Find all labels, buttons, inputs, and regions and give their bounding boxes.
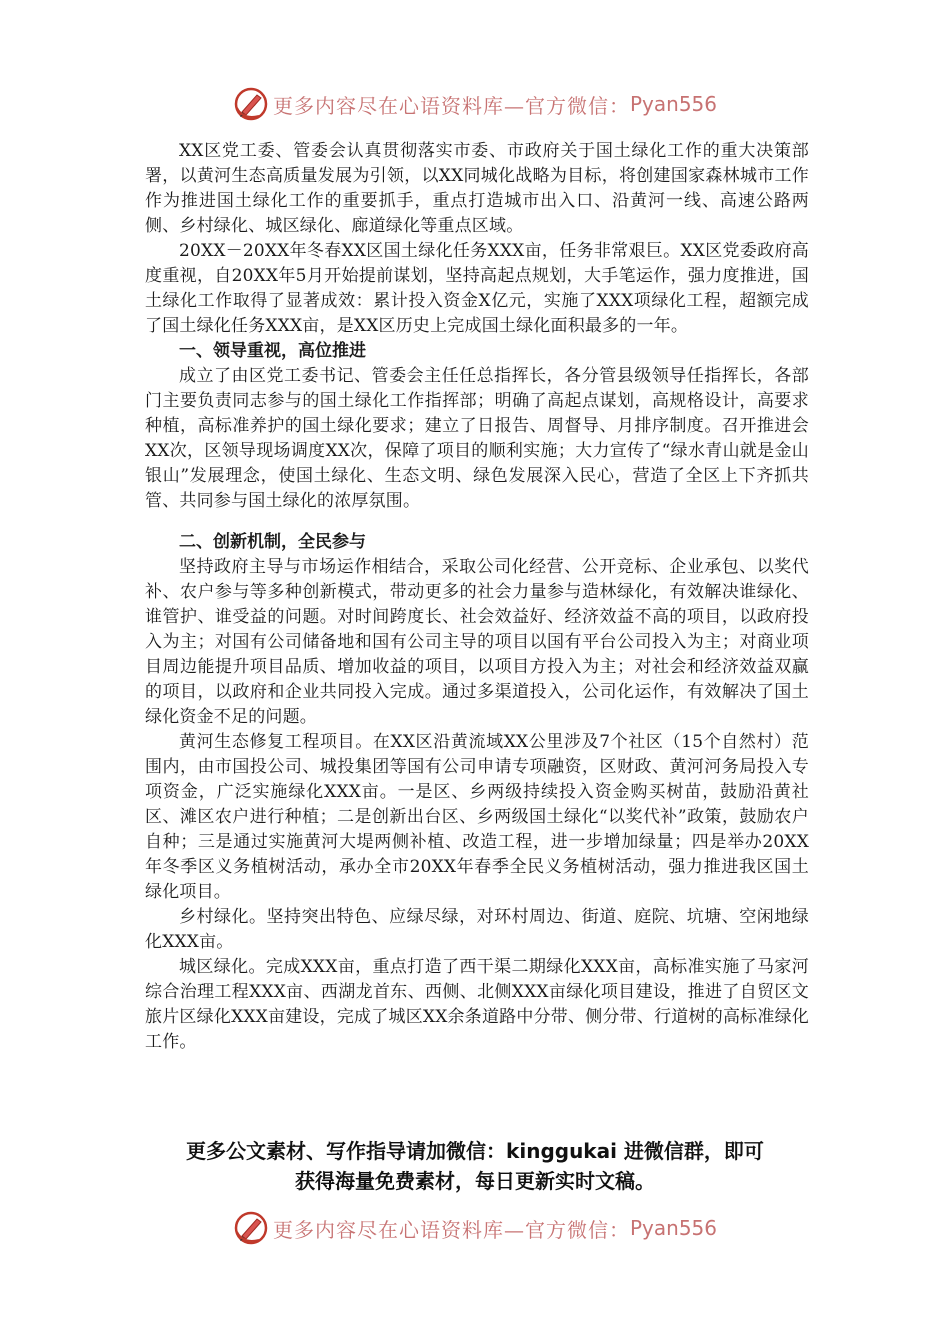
intro-paragraph-1: XX区党工委、管委会认真贯彻落实市委、市政府关于国土绿化工作的重大决策部署，以黄河生态高质量发展为引领，以XX同城化战略为目标，将创建国家森林城市工作作为推进国土绿化工作的重要抓手，重点打造城市出入口、沿黄河一线、高速公路两侧、乡村绿化、城区绿化、廊道绿化等重点区域。 [145, 141, 809, 236]
document-body [145, 139, 809, 1055]
section-spacer [145, 514, 809, 530]
section-2-paragraph-3: 乡村绿化。坚持突出特色、应绿尽绿，对环村周边、街道、庭院、坑塘、空闲地绿化XXX亩。 [145, 907, 809, 952]
pen-logo-icon [233, 86, 269, 122]
pen-logo-icon [233, 1210, 269, 1246]
promo-notice [120, 1136, 830, 1196]
section-2-heading: 二、创新机制，全民参与 [179, 532, 366, 552]
promo-line-1: 更多公文素材、写作指导请加微信：kinggukai 进微信群，即可 [186, 1139, 764, 1163]
section-1-heading: 一、领导重视，高位推进 [179, 341, 366, 361]
section-2-paragraph-1: 坚持政府主导与市场运作相结合，采取公司化经营、公开竞标、企业承包、以奖代补、农户参与等多种创新模式，带动更多的社会力量参与造林绿化，有效解决谁绿化、谁管护、谁受益的问题。对时间跨度长、社会效益好、经济效益不高的项目，以政府投入为主；对国有公司储备地和国有公司主导的项目以国有平台公司投入为主；对商业项目周边能提升项目品质、增加收益的项目，以项目方投入为主；对社会和经济效益双赢的项目，以政府和企业共同投入完成。通过多渠道投入，公司化运作，有效解决了国土绿化资金不足的问题。 [145, 557, 809, 727]
footer-banner [0, 1208, 950, 1248]
promo-line-2: 获得海量免费素材，每日更新实时文稿。 [295, 1169, 655, 1193]
banner-text: 更多内容尽在心语资料库—官方微信： [272, 93, 630, 118]
section-1-paragraph: 成立了由区党工委书记、管委会主任任总指挥长，各分管县级领导任指挥长，各部门主要负责同志参与的国土绿化工作指挥部；明确了高起点谋划，高规格设计，高要求种植，高标准养护的国土绿化要求；建立了日报告、周督导、月排序制度。召开推进会XX次，区领导现场调度XX次，保障了项目的顺利实施；大力宣传了“绿水青山就是金山银山”发展理念，使国土绿化、生态文明、绿色发展深入民心，营造了全区上下齐抓共管、共同参与国土绿化的浓厚氛围。 [145, 366, 809, 511]
section-2-paragraph-4: 城区绿化。完成XXX亩，重点打造了西干渠二期绿化XXX亩，高标准实施了马家河综合治理工程XXX亩、西湖龙首东、西侧、北侧XXX亩绿化项目建设，推进了自贸区文旅片区绿化XXX亩建设，完成了城区XX余条道路中分带、侧分带、行道树的高标准绿化工作。 [145, 957, 809, 1052]
intro-paragraph-2: 20XX－20XX年冬春XX区国土绿化任务XXX亩，任务非常艰巨。XX区党委政府高度重视，自20XX年5月开始提前谋划，坚持高起点规划，大手笔运作，强力度推进，国土绿化工作取得了显著成效：累计投入资金X亿元，实施了XXX项绿化工程，超额完成了国土绿化任务XXX亩，是XX区历史上完成国土绿化面积最多的一年。 [145, 241, 809, 336]
footer-banner-text: 更多内容尽在心语资料库—官方微信： [272, 1217, 630, 1242]
section-2-paragraph-2: 黄河生态修复工程项目。在XX区沿黄流域XX公里涉及7个社区（15个自然村）范围内，由市国投公司、城投集团等国有公司申请专项融资，区财政、黄河河务局投入专项资金，广泛实施绿化XXX亩。一是区、乡两级持续投入资金购买树苗，鼓励沿黄社区、滩区农户进行种植；二是创新出台区、乡两级国土绿化“以奖代补”政策，鼓励农户自种；三是通过实施黄河大堤两侧补植、改造工程，进一步增加绿量；四是举办20XX年冬季区义务植树活动，承办全市20XX年春季全民义务植树活动，强力推进我区国土绿化项目。 [145, 732, 809, 902]
header-banner [0, 84, 950, 124]
footer-banner-wechat-handle: Pyan556 [629, 1216, 717, 1240]
banner-wechat-handle: Pyan556 [629, 92, 717, 116]
